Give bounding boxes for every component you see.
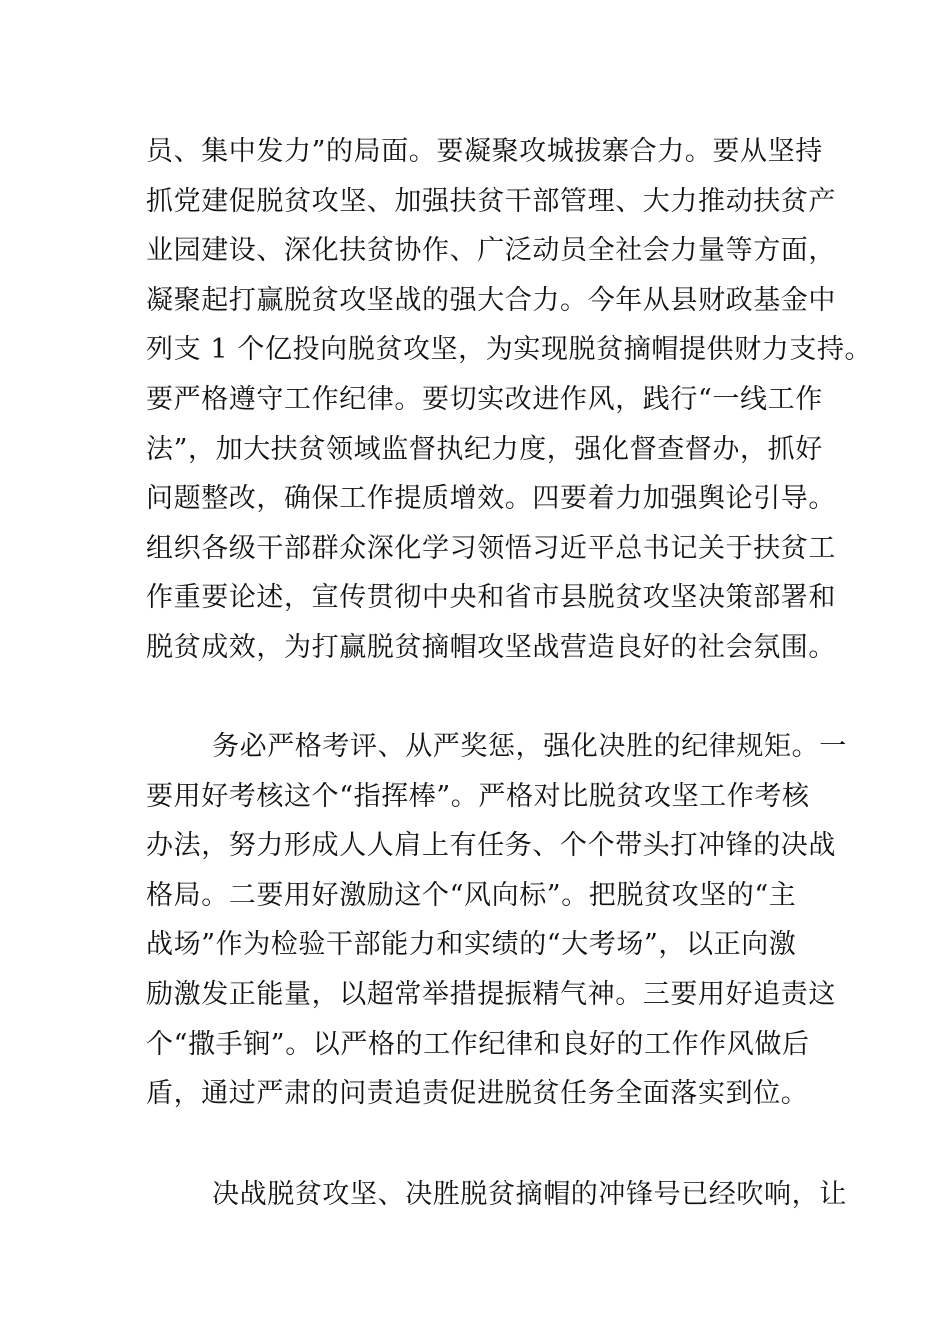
text-line-indented: 务必严格考评、从严奖惩，强化决胜的纪律规矩。一: [212, 731, 847, 762]
paragraph: [146, 1170, 847, 1220]
paragraph: [146, 722, 847, 1119]
text-line: 列支 1 个亿投向脱贫攻坚，为实现脱贫摘帽提供财力支持。: [146, 334, 873, 366]
text-line: 励激发正能量，以超常举措提振精气神。三要用好追责这: [146, 978, 836, 1010]
text-line-indented: 决战脱贫攻坚、决胜脱贫摘帽的冲锋号已经吹响，让: [212, 1179, 847, 1210]
text-line: 抓党建促脱贫攻坚、加强扶贫干部管理、大力推动扶贫产: [146, 185, 836, 217]
text-line: 要用好考核这个“指挥棒”。严格对比脱贫攻坚工作考核: [146, 780, 810, 812]
text-line: 员、集中发力”的局面。要凝聚攻城拔寨合力。要从坚持: [146, 136, 823, 167]
text-line: 盾，通过严肃的问责追责促进脱贫任务全面落实到位。: [146, 1078, 809, 1110]
text-line: 业园建设、深化扶贫协作、广泛动员全社会力量等方面，: [146, 235, 836, 267]
paragraph: [146, 127, 873, 673]
text-line: 要严格遵守工作纪律。要切实改进作风，践行“一线工作: [146, 383, 823, 415]
text-line: 脱贫成效，为打赢脱贫摘帽攻坚战营造良好的社会氛围。: [146, 631, 836, 663]
text-line: 问题整改，确保工作提质增效。四要着力加强舆论引导。: [146, 483, 836, 515]
text-line: 战场”作为检验干部能力和实绩的“大考场”，以正向激: [146, 929, 797, 961]
text-line: 办法，努力形成人人肩上有任务、个个带头打冲锋的决战: [146, 830, 836, 862]
text-line: 组织各级干部群众深化学习领悟习近平总书记关于扶贫工: [146, 532, 836, 564]
text-line: 作重要论述，宣传贯彻中央和省市县脱贫攻坚决策部署和: [146, 582, 836, 614]
text-line: 凝聚起打赢脱贫攻坚战的强大合力。今年从县财政基金中: [146, 284, 836, 316]
text-line: 法”，加大扶贫领域监督执纪力度，强化督查督办，抓好: [146, 433, 823, 465]
text-line: 格局。二要用好激励这个“风向标”。把脱贫攻坚的“主: [146, 879, 797, 911]
text-line: 个“撒手锏”。以严格的工作纪律和良好的工作作风做后: [146, 1028, 810, 1060]
